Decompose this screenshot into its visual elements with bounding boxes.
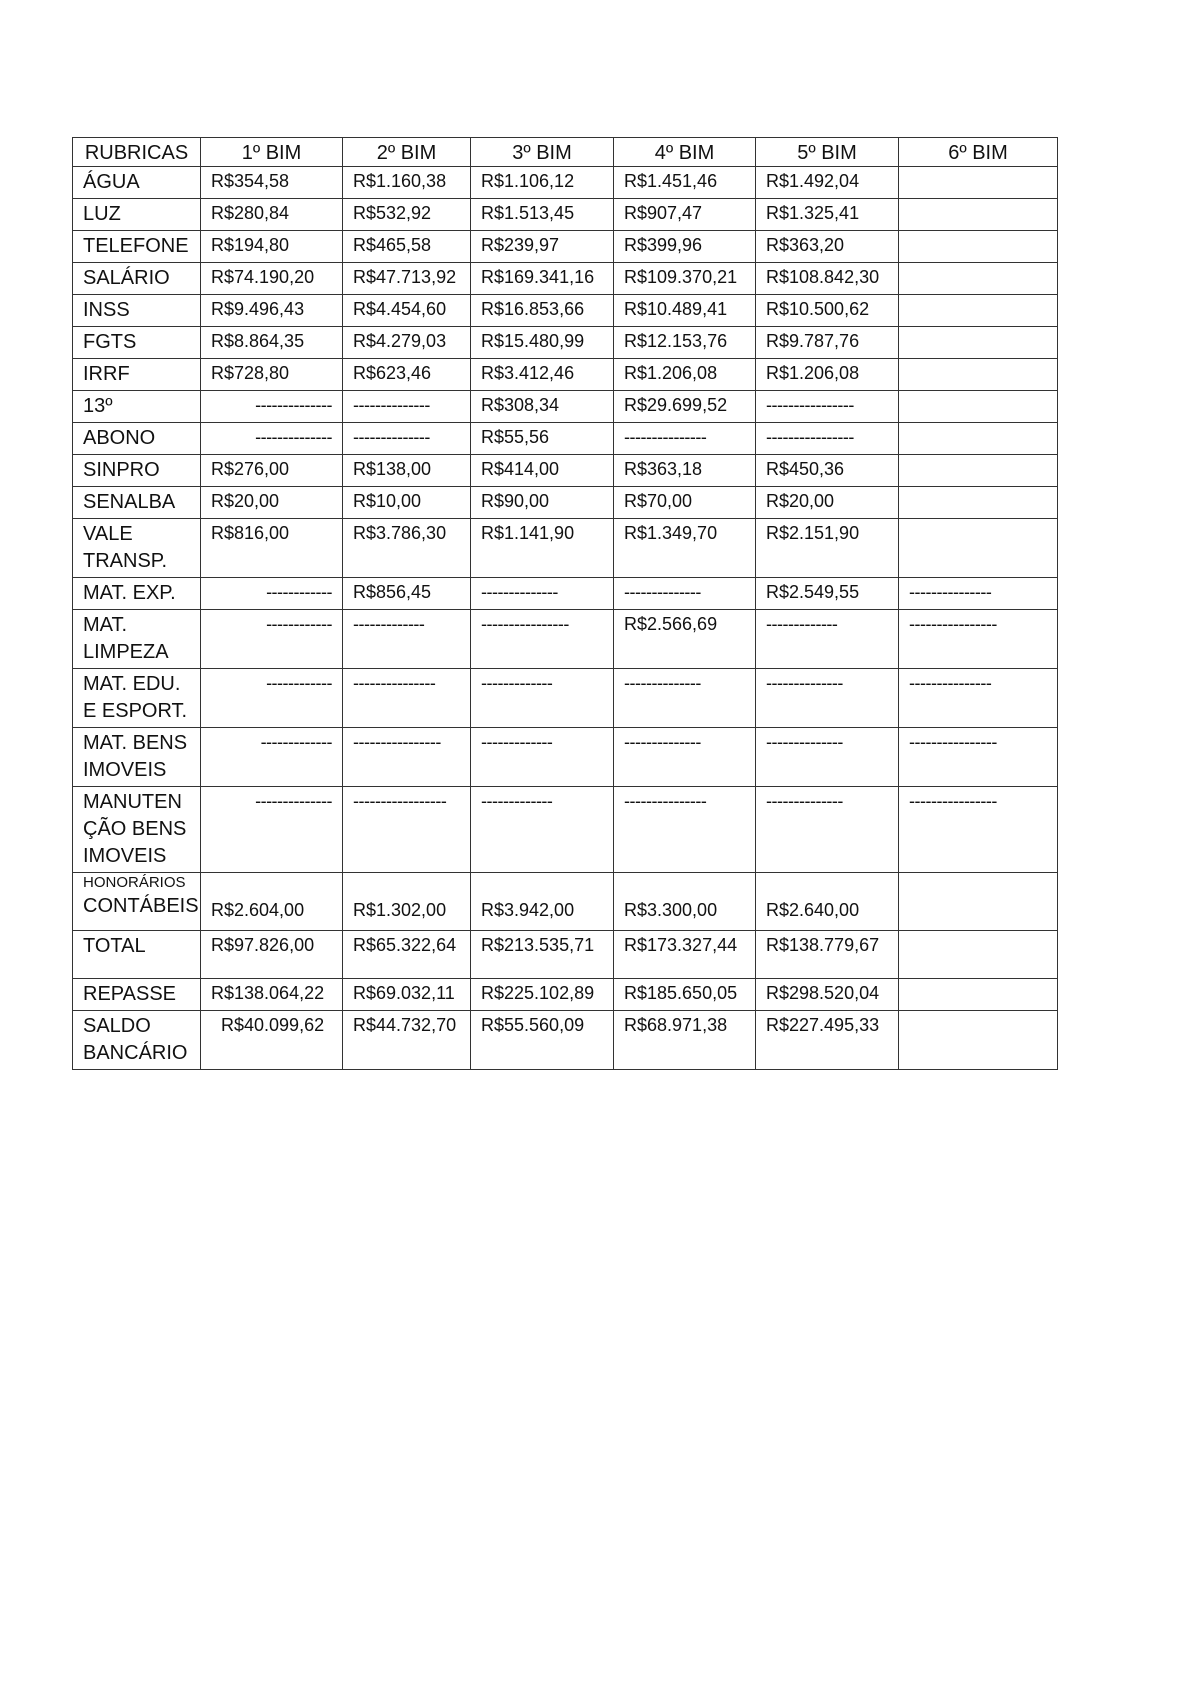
row-label bbox=[73, 359, 201, 391]
table-cell-bim-1: R$354,58 bbox=[201, 167, 343, 199]
row-label-line: TELEFONE bbox=[83, 235, 189, 257]
table-row bbox=[73, 359, 1058, 391]
row-label-line: ÇÃO BENS bbox=[83, 818, 187, 840]
row-label bbox=[73, 231, 201, 263]
table-cell-bim-2: R$3.786,30 bbox=[343, 519, 471, 578]
table-cell-bim-4: --------------- bbox=[614, 423, 756, 455]
row-label bbox=[73, 167, 201, 199]
table-row bbox=[73, 979, 1058, 1011]
column-header-rubricas: RUBRICAS bbox=[73, 138, 201, 167]
row-label bbox=[73, 931, 201, 979]
row-label-line: IRRF bbox=[83, 363, 130, 385]
table-cell-bim-4: R$907,47 bbox=[614, 199, 756, 231]
table-row bbox=[73, 728, 1058, 787]
table-cell-bim-6 bbox=[899, 455, 1058, 487]
table-cell-bim-4: -------------- bbox=[614, 728, 756, 787]
row-label-line: INSS bbox=[83, 299, 130, 321]
table-cell-bim-3: R$55.560,09 bbox=[471, 1011, 614, 1070]
table-cell-bim-4: R$70,00 bbox=[614, 487, 756, 519]
row-label bbox=[73, 199, 201, 231]
table-row bbox=[73, 519, 1058, 578]
row-label-line: IMOVEIS bbox=[83, 759, 167, 781]
table-row bbox=[73, 1011, 1058, 1070]
table-cell-bim-4: -------------- bbox=[614, 669, 756, 728]
table-cell-bim-1: R$194,80 bbox=[201, 231, 343, 263]
table-cell-bim-2: ----------------- bbox=[343, 787, 471, 873]
table-cell-bim-4: R$1.349,70 bbox=[614, 519, 756, 578]
row-label bbox=[73, 578, 201, 610]
table-cell-bim-5: -------------- bbox=[756, 728, 899, 787]
table-cell-bim-5: R$450,36 bbox=[756, 455, 899, 487]
table-cell-bim-5: R$1.492,04 bbox=[756, 167, 899, 199]
table-cell-bim-1: R$280,84 bbox=[201, 199, 343, 231]
table-cell-bim-2: ------------- bbox=[343, 610, 471, 669]
table-row bbox=[73, 391, 1058, 423]
row-label bbox=[73, 873, 201, 931]
row-label-line: IMOVEIS bbox=[83, 845, 167, 867]
row-label-line: MANUTEN bbox=[83, 791, 182, 813]
row-label bbox=[73, 295, 201, 327]
table-cell-bim-3: R$3.412,46 bbox=[471, 359, 614, 391]
row-label bbox=[73, 669, 201, 728]
table-cell-bim-5: ---------------- bbox=[756, 391, 899, 423]
table-cell-bim-6 bbox=[899, 231, 1058, 263]
table-cell-bim-2: R$4.454,60 bbox=[343, 295, 471, 327]
column-header-bim-1: 1º BIM bbox=[201, 138, 343, 167]
table-cell-bim-6: --------------- bbox=[899, 578, 1058, 610]
table-cell-bim-1: R$40.099,62 bbox=[201, 1011, 343, 1070]
table-cell-bim-2: R$1.302,00 bbox=[343, 873, 471, 931]
table-cell-bim-2: R$856,45 bbox=[343, 578, 471, 610]
table-cell-bim-6 bbox=[899, 391, 1058, 423]
table-cell-bim-1: R$9.496,43 bbox=[201, 295, 343, 327]
table-cell-bim-3: R$169.341,16 bbox=[471, 263, 614, 295]
row-label-line: VALE bbox=[83, 523, 133, 545]
table-cell-bim-4: R$2.566,69 bbox=[614, 610, 756, 669]
row-label-line: REPASSE bbox=[83, 983, 176, 1005]
table-cell-bim-2: -------------- bbox=[343, 391, 471, 423]
table-cell-bim-5: -------------- bbox=[756, 669, 899, 728]
table-cell-bim-2: R$1.160,38 bbox=[343, 167, 471, 199]
row-label-line: ÁGUA bbox=[83, 171, 140, 193]
row-label-line: FGTS bbox=[83, 331, 137, 353]
table-cell-bim-6 bbox=[899, 519, 1058, 578]
row-label-line: TOTAL bbox=[83, 935, 146, 957]
row-label bbox=[73, 728, 201, 787]
row-label bbox=[73, 787, 201, 873]
table-cell-bim-2: R$138,00 bbox=[343, 455, 471, 487]
table-cell-bim-4: R$173.327,44 bbox=[614, 931, 756, 979]
table-cell-bim-3: ------------- bbox=[471, 728, 614, 787]
row-label-line: E ESPORT. bbox=[83, 700, 188, 722]
table-cell-bim-6 bbox=[899, 263, 1058, 295]
table-cell-bim-5: R$20,00 bbox=[756, 487, 899, 519]
table-cell-bim-3: R$239,97 bbox=[471, 231, 614, 263]
table-cell-bim-4: R$29.699,52 bbox=[614, 391, 756, 423]
row-label-line: SALDO bbox=[83, 1015, 151, 1037]
row-label-line: CONTÁBEIS bbox=[83, 895, 199, 917]
table-cell-bim-6 bbox=[899, 199, 1058, 231]
table-row bbox=[73, 787, 1058, 873]
table-cell-bim-3: R$414,00 bbox=[471, 455, 614, 487]
table-cell-bim-3: ---------------- bbox=[471, 610, 614, 669]
table-cell-bim-1: R$816,00 bbox=[201, 519, 343, 578]
column-header-bim-2: 2º BIM bbox=[343, 138, 471, 167]
table-cell-bim-5: R$1.206,08 bbox=[756, 359, 899, 391]
table-cell-bim-1: R$74.190,20 bbox=[201, 263, 343, 295]
table-cell-bim-4: R$3.300,00 bbox=[614, 873, 756, 931]
row-label-line: ABONO bbox=[83, 427, 156, 449]
table-cell-bim-4: R$185.650,05 bbox=[614, 979, 756, 1011]
table-cell-bim-5: R$298.520,04 bbox=[756, 979, 899, 1011]
row-label bbox=[73, 327, 201, 359]
table-cell-bim-1: ------------ bbox=[201, 610, 343, 669]
table-cell-bim-6: ---------------- bbox=[899, 787, 1058, 873]
table-row bbox=[73, 231, 1058, 263]
table-cell-bim-5: R$9.787,76 bbox=[756, 327, 899, 359]
table-cell-bim-6: ---------------- bbox=[899, 728, 1058, 787]
column-header-bim-4: 4º BIM bbox=[614, 138, 756, 167]
table-cell-bim-5: R$108.842,30 bbox=[756, 263, 899, 295]
row-label-line: LIMPEZA bbox=[83, 641, 169, 663]
table-cell-bim-5: R$227.495,33 bbox=[756, 1011, 899, 1070]
table-cell-bim-2: R$65.322,64 bbox=[343, 931, 471, 979]
table-cell-bim-3: R$90,00 bbox=[471, 487, 614, 519]
table-cell-bim-6 bbox=[899, 423, 1058, 455]
table-cell-bim-4: R$399,96 bbox=[614, 231, 756, 263]
table-row bbox=[73, 931, 1058, 979]
table-row bbox=[73, 669, 1058, 728]
table-cell-bim-1: R$20,00 bbox=[201, 487, 343, 519]
table-row bbox=[73, 167, 1058, 199]
table-cell-bim-1: -------------- bbox=[201, 787, 343, 873]
table-row bbox=[73, 578, 1058, 610]
table-row bbox=[73, 199, 1058, 231]
table-cell-bim-4: R$12.153,76 bbox=[614, 327, 756, 359]
table-cell-bim-3: R$55,56 bbox=[471, 423, 614, 455]
table-cell-bim-5: -------------- bbox=[756, 787, 899, 873]
table-cell-bim-4: -------------- bbox=[614, 578, 756, 610]
table-cell-bim-1: R$97.826,00 bbox=[201, 931, 343, 979]
table-cell-bim-5: R$2.549,55 bbox=[756, 578, 899, 610]
table-cell-bim-3: R$213.535,71 bbox=[471, 931, 614, 979]
table-cell-bim-6 bbox=[899, 1011, 1058, 1070]
row-label-line: MAT. bbox=[83, 614, 128, 636]
table-cell-bim-4: R$363,18 bbox=[614, 455, 756, 487]
table-row bbox=[73, 873, 1058, 931]
row-label bbox=[73, 1011, 201, 1070]
table-cell-bim-5: R$1.325,41 bbox=[756, 199, 899, 231]
row-label bbox=[73, 487, 201, 519]
row-label bbox=[73, 455, 201, 487]
table-cell-bim-3: ------------- bbox=[471, 669, 614, 728]
row-label-line: MAT. BENS bbox=[83, 732, 188, 754]
header-row bbox=[73, 138, 1058, 167]
row-label bbox=[73, 610, 201, 669]
table-cell-bim-3: R$1.141,90 bbox=[471, 519, 614, 578]
table-cell-bim-1: ------------ bbox=[201, 578, 343, 610]
column-header-bim-5: 5º BIM bbox=[756, 138, 899, 167]
table-cell-bim-2: R$4.279,03 bbox=[343, 327, 471, 359]
table-cell-bim-1: R$2.604,00 bbox=[201, 873, 343, 931]
row-label-line: TRANSP. bbox=[83, 550, 168, 572]
table-cell-bim-6 bbox=[899, 487, 1058, 519]
table-cell-bim-1: R$728,80 bbox=[201, 359, 343, 391]
table-cell-bim-5: R$10.500,62 bbox=[756, 295, 899, 327]
table-cell-bim-1: -------------- bbox=[201, 423, 343, 455]
row-label-line: SINPRO bbox=[83, 459, 160, 481]
row-label-line: HONORÁRIOS bbox=[83, 874, 186, 891]
table-row bbox=[73, 423, 1058, 455]
table-cell-bim-2: R$44.732,70 bbox=[343, 1011, 471, 1070]
table-cell-bim-2: R$532,92 bbox=[343, 199, 471, 231]
row-label-line: 13º bbox=[83, 395, 113, 417]
table-cell-bim-1: R$276,00 bbox=[201, 455, 343, 487]
table-cell-bim-2: R$47.713,92 bbox=[343, 263, 471, 295]
table-cell-bim-2: R$465,58 bbox=[343, 231, 471, 263]
table-row bbox=[73, 487, 1058, 519]
table-cell-bim-4: R$10.489,41 bbox=[614, 295, 756, 327]
table-cell-bim-6 bbox=[899, 167, 1058, 199]
table-cell-bim-5: ---------------- bbox=[756, 423, 899, 455]
column-header-bim-6: 6º BIM bbox=[899, 138, 1058, 167]
rubricas-sheet bbox=[72, 137, 1057, 1070]
table-cell-bim-4: R$1.451,46 bbox=[614, 167, 756, 199]
table-row bbox=[73, 295, 1058, 327]
table-row bbox=[73, 455, 1058, 487]
row-label bbox=[73, 263, 201, 295]
table-cell-bim-2: R$623,46 bbox=[343, 359, 471, 391]
table-cell-bim-3: R$3.942,00 bbox=[471, 873, 614, 931]
table-cell-bim-1: ------------- bbox=[201, 728, 343, 787]
table-cell-bim-6: ---------------- bbox=[899, 610, 1058, 669]
table-cell-bim-5: R$2.151,90 bbox=[756, 519, 899, 578]
table-cell-bim-3: R$16.853,66 bbox=[471, 295, 614, 327]
table-cell-bim-1: -------------- bbox=[201, 391, 343, 423]
row-label-line: MAT. EXP. bbox=[83, 582, 176, 604]
table-row bbox=[73, 263, 1058, 295]
table-cell-bim-6 bbox=[899, 979, 1058, 1011]
row-label bbox=[73, 423, 201, 455]
table-cell-bim-3: R$1.106,12 bbox=[471, 167, 614, 199]
row-label-line: LUZ bbox=[83, 203, 121, 225]
row-label-line: SENALBA bbox=[83, 491, 176, 513]
table-cell-bim-6 bbox=[899, 359, 1058, 391]
table-cell-bim-5: R$138.779,67 bbox=[756, 931, 899, 979]
table-cell-bim-1: R$138.064,22 bbox=[201, 979, 343, 1011]
table-cell-bim-6 bbox=[899, 873, 1058, 931]
table-cell-bim-4: R$68.971,38 bbox=[614, 1011, 756, 1070]
row-label bbox=[73, 979, 201, 1011]
table-cell-bim-4: R$109.370,21 bbox=[614, 263, 756, 295]
table-cell-bim-4: --------------- bbox=[614, 787, 756, 873]
row-label-line: SALÁRIO bbox=[83, 267, 170, 289]
table-cell-bim-6 bbox=[899, 931, 1058, 979]
table-cell-bim-2: ---------------- bbox=[343, 728, 471, 787]
table-row bbox=[73, 610, 1058, 669]
table-cell-bim-5: R$2.640,00 bbox=[756, 873, 899, 931]
table-cell-bim-6 bbox=[899, 327, 1058, 359]
table-cell-bim-2: R$10,00 bbox=[343, 487, 471, 519]
table-cell-bim-6 bbox=[899, 295, 1058, 327]
table-cell-bim-6: --------------- bbox=[899, 669, 1058, 728]
column-header-bim-3: 3º BIM bbox=[471, 138, 614, 167]
table-cell-bim-4: R$1.206,08 bbox=[614, 359, 756, 391]
table-cell-bim-3: ------------- bbox=[471, 787, 614, 873]
table-cell-bim-2: --------------- bbox=[343, 669, 471, 728]
row-label bbox=[73, 391, 201, 423]
table-cell-bim-3: R$1.513,45 bbox=[471, 199, 614, 231]
row-label bbox=[73, 519, 201, 578]
table-cell-bim-2: -------------- bbox=[343, 423, 471, 455]
table-cell-bim-1: ------------ bbox=[201, 669, 343, 728]
table-cell-bim-1: R$8.864,35 bbox=[201, 327, 343, 359]
table-cell-bim-5: R$363,20 bbox=[756, 231, 899, 263]
rubricas-table bbox=[72, 137, 1058, 1070]
table-cell-bim-5: ------------- bbox=[756, 610, 899, 669]
row-label-line: BANCÁRIO bbox=[83, 1042, 188, 1064]
table-cell-bim-3: R$15.480,99 bbox=[471, 327, 614, 359]
table-row bbox=[73, 327, 1058, 359]
table-cell-bim-3: -------------- bbox=[471, 578, 614, 610]
table-cell-bim-3: R$225.102,89 bbox=[471, 979, 614, 1011]
row-label-line: MAT. EDU. bbox=[83, 673, 181, 695]
table-body bbox=[73, 167, 1058, 1070]
table-cell-bim-3: R$308,34 bbox=[471, 391, 614, 423]
table-cell-bim-2: R$69.032,11 bbox=[343, 979, 471, 1011]
